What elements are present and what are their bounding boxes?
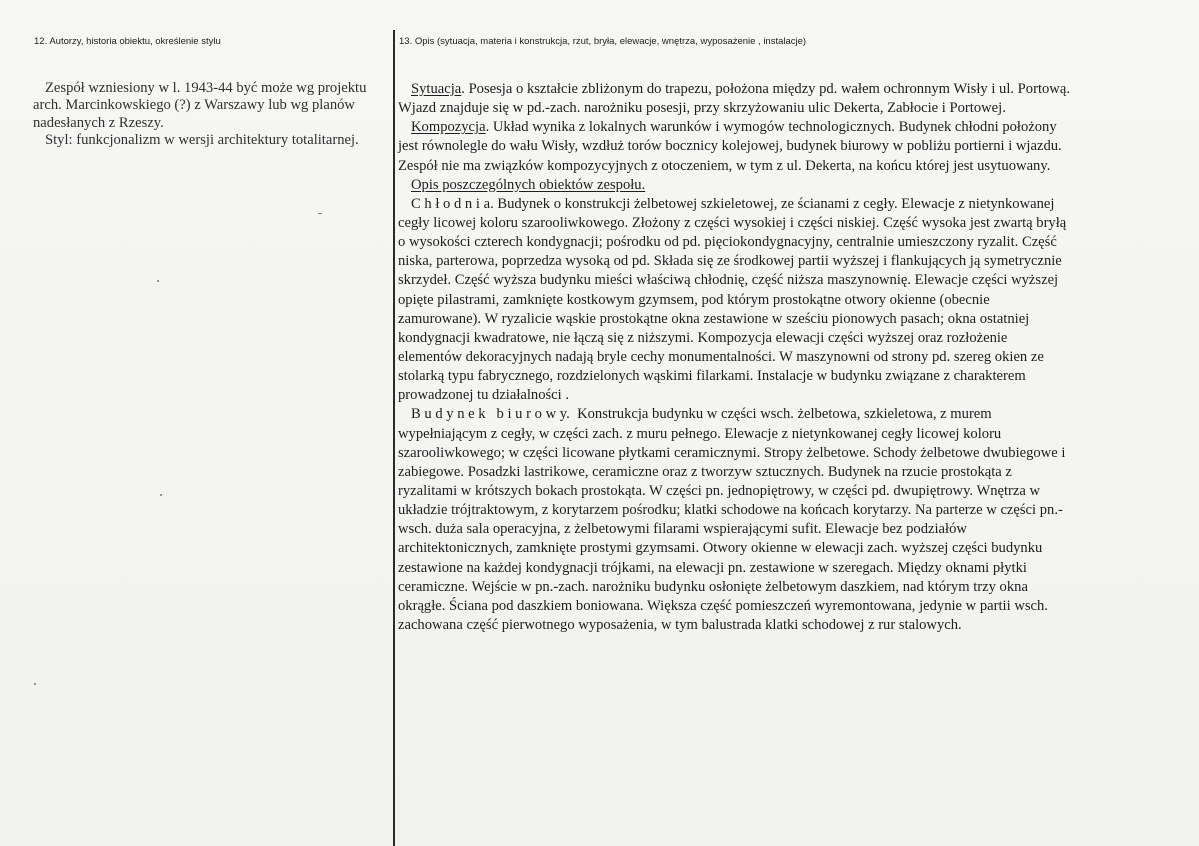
description-text bbox=[398, 80, 1188, 635]
text-line: układzie trójtraktowym, z korytarzem pośrodku; klatki schodowe na końcach korytarzy. Na parterze w części pn.- bbox=[398, 502, 1063, 519]
objects-description-heading: Opis poszczególnych obiektów zespołu. bbox=[411, 176, 646, 193]
text-line: o wysokości czterech kondygnacji; pośrodku od pd. pięciokondygnacyjny, centralnie umieszczony ryzalit. Część bbox=[398, 234, 1057, 251]
scan-speck bbox=[160, 494, 162, 496]
text-line: zamurowane). W ryzalicie wąskie prostokątne okna zestawione w sześciu pionowych pasach; okna ostatniej bbox=[398, 310, 1030, 327]
text-line: zestawione na każdej kondygnacji trójkami, na elewacji pn. zestawione w szeregach. Między oknami płytki bbox=[398, 559, 1027, 576]
text-line: prowadzonej tu działalności . bbox=[398, 387, 570, 404]
text-line: jest równolegle do wału Wisły, wzdłuż torów bocznicy kolejowej, budynek biurowy w pobliżu portierni i wjazdu. bbox=[398, 138, 1062, 155]
text-line: Sytuacja. Posesja o kształcie zbliżonym do trapezu, położona między pd. wałem ochronnym Wisły i ul. Portową. bbox=[411, 81, 1070, 97]
section-13-header: 13. Opis (sytuacja, materia i konstrukcja, rzut, bryła, elewacje, wnętrza, wyposażenie , instalacje) bbox=[399, 36, 807, 47]
scan-speck bbox=[34, 683, 36, 685]
text-line: C h ł o d n i a. Budynek o konstrukcji żelbetowej szkieletowej, ze ścianami z cegły. Elewacje z nietynkowanej bbox=[411, 195, 1055, 212]
cold-store-heading: C h ł o d n i a bbox=[411, 195, 491, 212]
text-line: zabiegowe. Posadzki lastrikowe, ceramiczne oraz z tworzyw sztucznych. Budynek na rzucie prostokąta z bbox=[398, 463, 1012, 480]
authors-history-style-text bbox=[33, 80, 378, 149]
text-line: opięte pilastrami, zamknięte kostkowym gzymsem, pod którym prostokątne otwory okienne (obecnie bbox=[398, 291, 990, 308]
situation-heading: Sytuacja bbox=[411, 81, 462, 97]
office-building-heading: B u d y n e k b i u r o w y bbox=[411, 406, 567, 423]
scan-speck bbox=[157, 280, 159, 282]
text-line: ryzalitami w krótszych bokach prostokąta. W części pn. jednopiętrowy, w części pd. dwupiętrowy. Wnętrza w bbox=[398, 482, 1041, 499]
scan-speck bbox=[318, 213, 322, 214]
column-divider bbox=[393, 30, 395, 846]
section-12-header: 12. Autorzy, historia obiektu, określenie stylu bbox=[34, 36, 221, 47]
text-line: skrzydeł. Część wyższa budynku mieści właściwą chłodnię, część niższa maszynownię. Elewacje części wyższej bbox=[398, 272, 1059, 289]
text-line: architektonicznych, zamknięte prostymi gzymsami. Otwory okienne w elewacji zach. wyższej części budynku bbox=[398, 540, 1043, 557]
text-line: wypełniającym z cegły, w części zach. z muru pełnego. Elewacje z nietynkowanej cegły licowej koloru bbox=[398, 425, 1002, 442]
text-line: Zespół nie ma związków kompozycyjnych z otoczeniem, w tym z ul. Dekerta, na końcu której jest usytuowany. bbox=[398, 157, 1051, 174]
text-line: kondygnacji kwadratowe, nie łączą się z niższymi. Kompozycja elewacji części wyższej oraz rozłożenie bbox=[398, 329, 1008, 346]
text-line: B u d y n e k b i u r o w y. Konstrukcja budynku w części wsch. żelbetowa, szkieletowa, z murem bbox=[411, 406, 992, 423]
text-line: zachowana część pierwotnego wyposażenia, w tym balustrada klatki schodowej z rur stalowych. bbox=[398, 616, 962, 633]
style-paragraph: Styl: funkcjonalizm w wersji architektury totalitarnej. bbox=[45, 131, 359, 148]
authors-paragraph: Zespół wzniesiony w l. 1943-44 być może wg projektu arch. Marcinkowskiego (?) z Warszawy lub wg planów nadesłanych z Rzeszy. bbox=[33, 80, 367, 131]
text-line: Kompozycja. Układ wynika z lokalnych warunków i wymogów technologicznych. Budynek chłodni położony bbox=[411, 119, 1057, 136]
composition-heading: Kompozycja bbox=[411, 119, 486, 136]
text-line: szarooliwkowego; w części licowane płytkami ceramicznymi. Stropy żelbetowe. Schody żelbetowe dwubiegowe i bbox=[398, 444, 1066, 461]
text-line: okrągłe. Ściana pod daszkiem boniowana. Większa część pomieszczeń wyremontowana, jedynie w partii wsch. bbox=[398, 597, 1048, 614]
text-line: cegły licowej koloru szarooliwkowego. Złożony z części wysokiej i części niskiej. Część wysoka jest zwartą bryłą bbox=[398, 214, 1067, 231]
text-line: wsch. duża sala operacyjna, z żelbetowymi filarami wspierającymi sufit. Elewacje bez podziałów bbox=[398, 521, 967, 538]
text-line: stolarką typu fabrycznego, rozdzielonych wąskimi filarkami. Instalacje w budynku związane z charakterem bbox=[398, 368, 1026, 385]
text-line bbox=[398, 176, 1188, 195]
text-line: niska, parterowa, poprzedza wysoką od pd. Składa się ze środkowej partii wyższej i flankujących ją symetrycznie bbox=[398, 253, 1062, 270]
text-line: Wjazd znajduje się w pd.-zach. narożniku posesji, przy skrzyżowaniu ulic Dekerta, Zabłocie i Portowej. bbox=[398, 100, 1006, 117]
text-line: elementów dekoracyjnych nadają bryle cechy monumentalności. W maszynowni od strony pd. szereg okien ze bbox=[398, 348, 1044, 365]
text-line: ceramiczne. Wejście w pn.-zach. narożniku budynku osłonięte żelbetowym daszkiem, nad którym trzy okna bbox=[398, 578, 1028, 595]
